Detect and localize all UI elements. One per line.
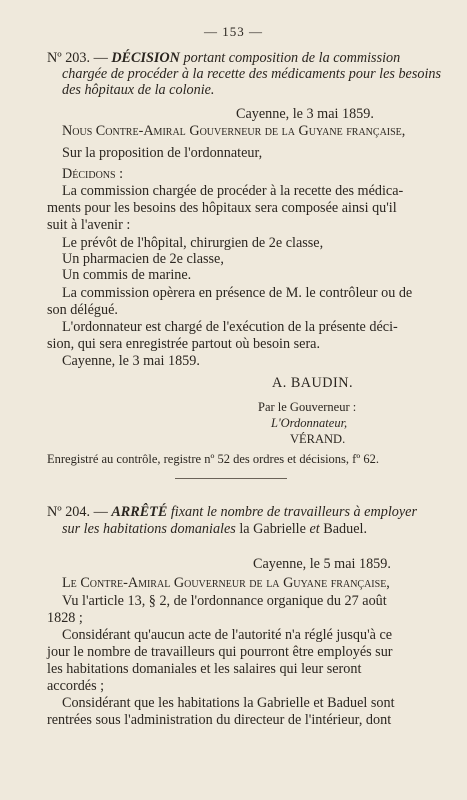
decision-verand: VÉRAND.	[290, 432, 346, 446]
arrete-body-line: 1828 ;	[47, 610, 83, 626]
arrete-body-line: jour le nombre de travailleurs qui pourront être employés sur	[47, 644, 393, 660]
decision-preamble-2: Sur la proposition de l'ordonnateur,	[62, 145, 263, 161]
decision-body-line: Le prévôt de l'hôpital, chirurgien de 2e classe,	[62, 235, 324, 251]
arrete-title-line-1: Nº 204. — ARRÊTÉ fixant le nombre de travailleurs à employer	[47, 504, 417, 520]
decision-body-line: Un pharmacien de 2e classe,	[62, 251, 224, 267]
decision-body-line: Un commis de marine.	[62, 267, 192, 283]
decision-heading-word: DÉCISION	[111, 50, 180, 66]
decision-body-line: Cayenne, le 3 mai 1859.	[62, 353, 200, 369]
decision-title-line-1: Nº 203. — DÉCISION portant composition de la commission	[47, 50, 401, 66]
page-number: — 153 —	[204, 24, 263, 39]
decision-body-line: suit à l'avenir :	[47, 217, 131, 233]
arrete-place-date: Cayenne, le 5 mai 1859.	[253, 556, 391, 572]
decision-body-line: ments pour les besoins des hôpitaux sera composée ainsi qu'il	[47, 200, 397, 216]
decision-title-line-3: des hôpitaux de la colonie.	[62, 82, 215, 98]
decision-decidons: Décidons :	[62, 166, 124, 182]
decision-body-line: La commission chargée de procéder à la recette des médica-	[62, 183, 404, 199]
arrete-body-line: accordés ;	[47, 678, 105, 694]
arrete-title-line-2: sur les habitations domaniales la Gabrielle et Baduel.	[62, 521, 368, 537]
arrete-body-line: Considérant qu'aucun acte de l'autorité n'a réglé jusqu'à ce	[62, 627, 393, 643]
section-divider	[175, 478, 287, 479]
decision-number: Nº 203.	[47, 50, 91, 66]
decision-par-le-gouverneur: Par le Gouverneur :	[258, 400, 357, 414]
decision-body-line: L'ordonnateur est chargé de l'exécution de la présente déci-	[62, 319, 398, 335]
arrete-body-line: rentrées sous l'administration du directeur de l'intérieur, dont	[47, 712, 392, 728]
decision-registration: Enregistré au contrôle, registre nº 52 des ordres et décisions, fº 62.	[47, 452, 379, 466]
arrete-heading-word: ARRÊTÉ	[111, 504, 168, 520]
decision-signature: A. BAUDIN.	[272, 375, 354, 391]
decision-ordonnateur: L'Ordonnateur,	[271, 416, 348, 430]
arrete-body-line: les habitations domaniales et les salaires qui leur seront	[47, 661, 362, 677]
decision-title-line-2: chargée de procéder à la recette des médicaments pour les besoins	[62, 66, 442, 82]
decision-body-line: son délégué.	[47, 302, 118, 318]
decision-body-line: sion, qui sera enregistrée partout où besoin sera.	[47, 336, 321, 352]
decision-preamble-1: Nous Contre-Amiral Gouverneur de la Guyane française,	[62, 123, 406, 139]
arrete-body-line: Le Contre-Amiral Gouverneur de la Guyane française,	[62, 575, 390, 591]
arrete-number: Nº 204.	[47, 504, 91, 520]
arrete-body-line: Considérant que les habitations la Gabrielle et Baduel sont	[62, 695, 395, 711]
arrete-body-line: Vu l'article 13, § 2, de l'ordonnance organique du 27 août	[62, 593, 387, 609]
decision-body-line: La commission opèrera en présence de M. le contrôleur ou de	[62, 285, 413, 301]
decision-place-date: Cayenne, le 3 mai 1859.	[236, 106, 374, 122]
